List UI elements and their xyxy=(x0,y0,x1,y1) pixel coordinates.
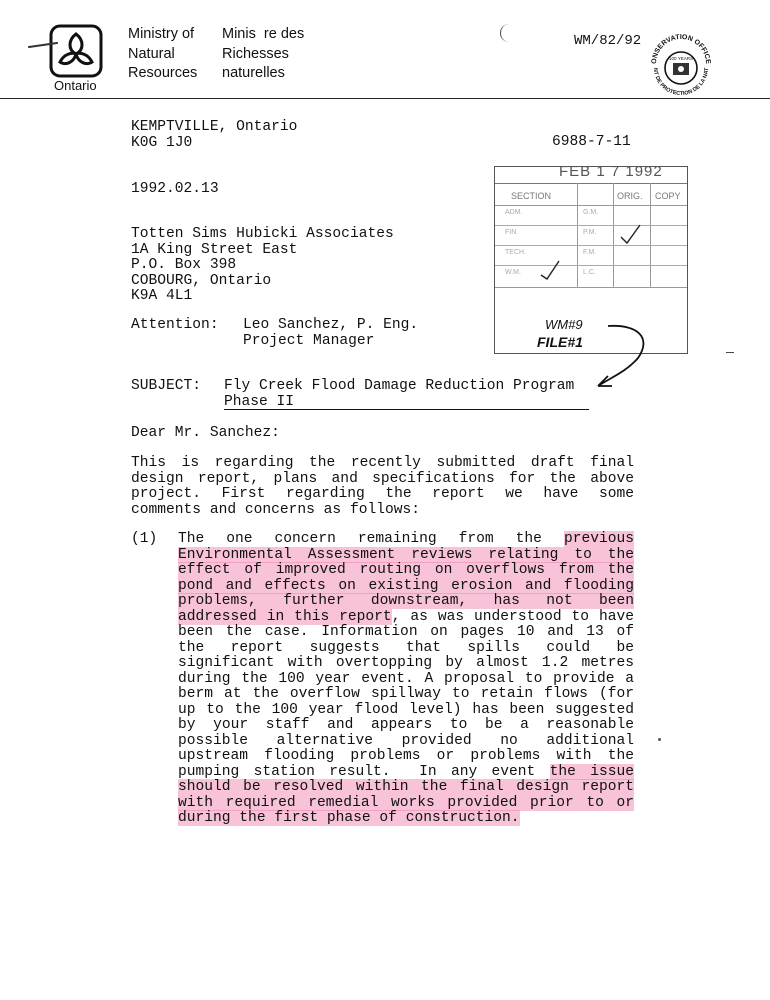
stamp-handwritten-file: FILE#1 xyxy=(537,334,583,350)
intro-line: This is regarding the recently submitted draft final xyxy=(131,455,634,471)
seal-bottom-text: NT DE PROTECTION DE LA NAT xyxy=(651,67,711,98)
letterhead-divider xyxy=(0,98,770,99)
item-line: pumping station result. In any event the issue xyxy=(178,763,634,780)
item-line: during the 100 year event. A proposal to provide a xyxy=(178,670,634,687)
recipient-line: P.O. Box 398 xyxy=(131,257,237,273)
recipient-line: 1A King Street East xyxy=(131,241,298,258)
letter-date: 1992.02.13 xyxy=(131,181,219,197)
handwritten-arrow xyxy=(560,318,670,398)
item-line: upstream flooding problems or problems with the xyxy=(178,748,634,764)
item-line: with required remedial works provided prior to or xyxy=(178,794,634,811)
item-line: by your staff and appears to be a reasonable xyxy=(178,717,634,733)
item-line: addressed in this report, as was understood to have xyxy=(178,608,635,625)
ontario-label: Ontario xyxy=(54,78,97,93)
ministry-name-fr xyxy=(222,25,304,84)
stamp-col-orig: ORIG. xyxy=(617,191,643,201)
stamp-row-label: ADM. xyxy=(505,209,523,216)
recipient-line: Totten Sims Hubicki Associates xyxy=(131,226,394,242)
seal-top-text: ONSERVATION OFFICE xyxy=(650,33,712,65)
margin-dash xyxy=(726,352,734,353)
check-icon xyxy=(541,261,559,279)
recipient-line: K9A 4L1 xyxy=(131,288,193,304)
stamp-row-label: TECH. xyxy=(505,249,526,256)
salutation: Dear Mr. Sanchez: xyxy=(131,425,280,441)
stamp-row-label: W.M. xyxy=(505,269,521,276)
stamp-received-date: FEB 1 7 1992 xyxy=(559,163,663,180)
intro-line: design report, plans and specifications for the above xyxy=(131,470,634,487)
sender-line: KEMPTVILLE, Ontario xyxy=(131,119,298,135)
trillium-icon xyxy=(46,24,106,78)
ministry-en-line: Resources xyxy=(128,65,198,81)
ministry-name-en xyxy=(128,25,197,84)
subject-line-2: Phase II xyxy=(224,393,295,410)
item-line: been the case. Information on pages 10 and 13 of xyxy=(178,624,634,640)
check-icon xyxy=(621,225,640,243)
intro-line: project. First regarding the report we have some xyxy=(131,486,634,502)
recipient-address xyxy=(131,227,394,305)
intro-paragraph xyxy=(131,456,634,518)
seal-years-text: 100 YEARS xyxy=(669,56,693,61)
attention-title: Project Manager xyxy=(243,332,375,349)
ministry-fr-line: Minis re des xyxy=(222,26,305,42)
stamp-col-section: SECTION xyxy=(511,191,552,201)
reference-code: WM/82/92 xyxy=(574,33,642,49)
stamp-row-label: FIN. xyxy=(505,229,519,236)
ministry-en-line: Ministry of xyxy=(128,26,195,42)
stamp-row-code: F.M. xyxy=(583,249,597,256)
sender-line: K0G 1J0 xyxy=(131,134,193,151)
item-line: pond and effects on existing erosion and flooding xyxy=(178,577,634,594)
ontario-trillium-logo xyxy=(46,24,106,78)
stamp-col-copy: COPY xyxy=(655,191,681,201)
pen-mark xyxy=(500,24,513,42)
subject-underline xyxy=(224,409,589,410)
item-line: problems, further downstream, has not been xyxy=(178,593,634,609)
item-line: effect of improved routing on overflows from the xyxy=(178,562,634,578)
intro-line: comments and concerns as follows: xyxy=(131,501,421,518)
recipient-line: COBOURG, Ontario xyxy=(131,272,272,289)
subject-label: SUBJECT: xyxy=(131,378,202,394)
stamp-row-code: L.C. xyxy=(583,269,596,276)
stamp-row-code: P.M. xyxy=(583,229,597,236)
item-line: should be resolved within the final design report xyxy=(178,779,634,795)
item-line: possible alternative provided no additional xyxy=(178,732,634,749)
subject-line-1: Fly Creek Flood Damage Reduction Program xyxy=(224,378,575,394)
attention-name: Leo Sanchez, P. Eng. xyxy=(243,317,419,333)
conservation-officer-seal xyxy=(648,24,714,104)
arrow-icon xyxy=(598,326,643,386)
item-line: The one concern remaining from the previous xyxy=(178,531,634,547)
sender-address xyxy=(131,120,297,151)
ministry-fr-line: Richesses xyxy=(222,45,289,62)
seal-icon xyxy=(648,24,714,104)
stray-dot xyxy=(658,738,661,741)
file-number: 6988-7-11 xyxy=(552,134,631,150)
item-line: Environmental Assessment reviews relating to the xyxy=(178,546,634,563)
stamp-handwritten-wm: WM#9 xyxy=(545,317,583,332)
ministry-en-line: Natural xyxy=(128,45,175,62)
item-number: (1) xyxy=(131,531,158,547)
attention-block xyxy=(243,318,418,349)
item-line: the report suggests that spills could be xyxy=(178,639,634,656)
subject-block xyxy=(224,379,574,410)
stamp-row-code: G.M. xyxy=(583,209,599,216)
item-line: during the first phase of construction. xyxy=(178,810,520,826)
ministry-fr-line: naturelles xyxy=(222,65,285,81)
item-line: berm at the overflow spillway to retain flows (for xyxy=(178,686,634,702)
item-paragraph xyxy=(178,532,634,827)
item-line: up to the 100 year flood level) has been suggested xyxy=(178,701,634,718)
item-line: significant with overtopping by almost 1.2 metres xyxy=(178,655,634,671)
attention-label: Attention: xyxy=(131,317,219,333)
